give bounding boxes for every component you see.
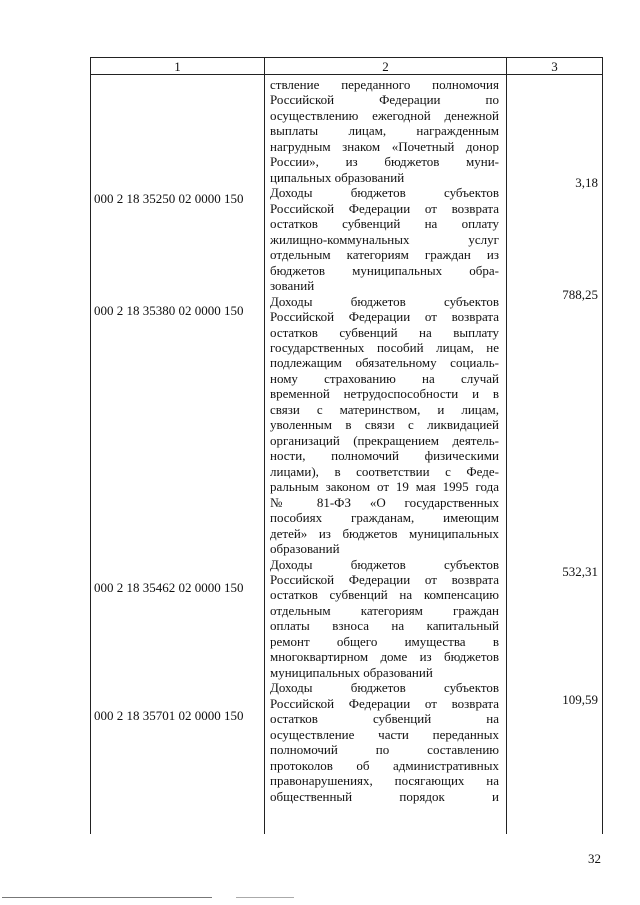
- description-line: отдельным категориям граждан: [270, 602, 499, 618]
- description-line: ствление переданного полномочия: [270, 77, 499, 92]
- description-line: Доходы бюджетов субъектов: [270, 185, 499, 201]
- column-divider-1: [264, 57, 265, 834]
- description-line: полномочий по составлению: [270, 742, 499, 758]
- description-line: государственных пособий лицам, не: [270, 339, 499, 355]
- budget-code: 000 2 18 35380 02 0000 150: [94, 303, 244, 318]
- description-line: отдельным категориям граждан из: [270, 247, 499, 263]
- description-line: ному страхованию на случай: [270, 370, 499, 386]
- description-line: осуществлению ежегодной денежной: [270, 107, 499, 123]
- description-column: [270, 77, 499, 804]
- description-line: Российской Федерации от возврата: [270, 200, 499, 216]
- description-line: подлежащим обязательному социаль-: [270, 355, 499, 371]
- description-line: жилищно-коммунальных услуг: [270, 231, 499, 247]
- description-line: муниципальных образований: [270, 664, 433, 680]
- description-line: общественный порядок и: [270, 788, 499, 804]
- column-header-3: 3: [551, 59, 558, 74]
- description-line: осуществление части переданных: [270, 726, 499, 742]
- description-line: Российской Федерации от возврата: [270, 695, 499, 711]
- amount-value: 532,31: [562, 564, 598, 579]
- description-line: ральным законом от 19 мая 1995 года: [270, 479, 499, 495]
- header-divider: [90, 74, 603, 75]
- description-line: № 81-ФЗ «О государственных: [270, 494, 499, 510]
- description-line: организаций (прекращением деятель-: [270, 432, 499, 448]
- description-line: Российской Федерации по: [270, 92, 499, 108]
- description-line: оплаты взноса на капитальный: [270, 618, 499, 634]
- description-line: нагрудным знаком «Почетный донор: [270, 138, 499, 154]
- description-line: детей» из бюджетов муниципальных: [270, 525, 499, 541]
- description-line: бюджетов муниципальных обра-: [270, 262, 499, 278]
- description-line: Российской Федерации от возврата: [270, 309, 499, 325]
- budget-code: 000 2 18 35462 02 0000 150: [94, 580, 244, 595]
- amount-value: 109,59: [562, 692, 598, 707]
- description-line: правонарушениях, посягающих на: [270, 773, 499, 789]
- page-number: 32: [588, 851, 601, 866]
- description-line: уволенным в связи с ликвидацией: [270, 417, 499, 433]
- scan-edge-line: [236, 897, 294, 898]
- amount-value: 788,25: [562, 287, 598, 302]
- description-line: лицами), в соответствии с Феде-: [270, 463, 499, 479]
- scan-edge-line: [2, 897, 212, 898]
- budget-code: 000 2 18 35250 02 0000 150: [94, 191, 244, 206]
- description-line: протоколов об административных: [270, 757, 499, 773]
- budget-code: 000 2 18 35701 02 0000 150: [94, 708, 244, 723]
- description-line: пособиях гражданам, имеющим: [270, 510, 499, 526]
- description-line: остатков субвенций на выплату: [270, 324, 499, 340]
- description-line: Доходы бюджетов субъектов: [270, 556, 499, 572]
- description-line: многоквартирном доме из бюджетов: [270, 649, 499, 665]
- description-line: Российской Федерации от возврата: [270, 572, 499, 587]
- description-line: ности, полномочий физическими: [270, 448, 499, 464]
- description-line: ципальных образований: [270, 169, 405, 185]
- description-line: выплаты лицам, награжденным: [270, 123, 499, 139]
- description-line: России», из бюджетов муни-: [270, 154, 499, 170]
- column-header-1: 1: [174, 59, 181, 74]
- description-line: ремонт общего имущества в: [270, 633, 499, 649]
- column-header-2: 2: [382, 59, 389, 74]
- description-line: временной нетрудоспособности и в: [270, 386, 499, 402]
- column-divider-2: [506, 57, 507, 834]
- description-line: образований: [270, 541, 340, 557]
- description-line: Доходы бюджетов субъектов: [270, 680, 499, 696]
- amount-value: 3,18: [575, 175, 598, 190]
- description-line: остатков субвенций на: [270, 711, 499, 727]
- description-line: остатков субвенций на компенсацию: [270, 587, 499, 603]
- description-line: Доходы бюджетов субъектов: [270, 293, 499, 309]
- description-line: остатков субвенций на оплату: [270, 216, 499, 232]
- description-line: зований: [270, 278, 315, 294]
- description-line: связи с материнством, и лицам,: [270, 401, 499, 417]
